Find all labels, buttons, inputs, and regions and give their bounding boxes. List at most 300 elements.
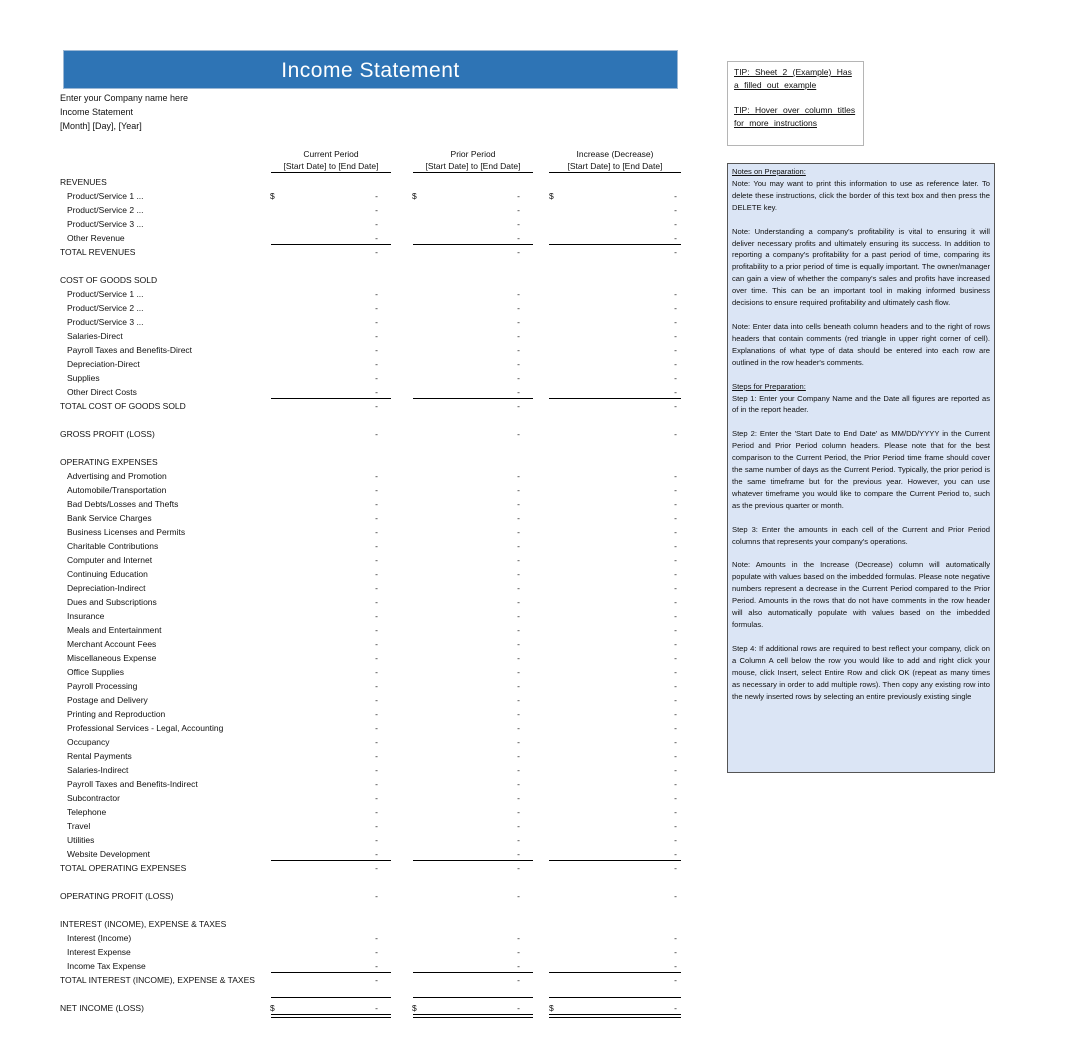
amount-cell[interactable]	[549, 512, 677, 524]
column-title: Increase (Decrease)	[576, 149, 654, 159]
amount-cell[interactable]	[270, 470, 378, 482]
amount-value: -	[375, 569, 378, 579]
amount-cell[interactable]	[549, 890, 677, 902]
amount-cell[interactable]	[549, 666, 677, 678]
amount-cell[interactable]	[549, 820, 677, 832]
amount-cell[interactable]	[270, 848, 378, 860]
tip-box	[727, 61, 864, 146]
amount-cell[interactable]	[412, 736, 520, 748]
amount-cell[interactable]	[270, 190, 378, 202]
amount-cell[interactable]	[270, 330, 378, 342]
line-item-label: Occupancy	[67, 737, 110, 747]
amount-cell[interactable]	[412, 302, 520, 314]
amount-value: -	[517, 191, 520, 201]
amount-cell[interactable]	[412, 946, 520, 958]
amount-value: -	[674, 387, 677, 397]
amount-value: -	[517, 1003, 520, 1013]
amount-cell[interactable]	[270, 344, 378, 356]
amount-cell[interactable]	[412, 232, 520, 244]
amount-cell[interactable]	[270, 750, 378, 762]
amount-value: -	[375, 807, 378, 817]
amount-value: -	[674, 401, 677, 411]
line-item-label: Product/Service 1 ...	[67, 191, 144, 201]
line-item-label: Other Direct Costs	[67, 387, 137, 397]
amount-cell[interactable]	[549, 778, 677, 790]
amount-cell[interactable]	[549, 246, 677, 258]
line-item-label: Professional Services - Legal, Accounting	[67, 723, 224, 733]
amount-cell[interactable]	[412, 246, 520, 258]
amount-cell[interactable]	[549, 764, 677, 776]
subtotal-rule	[271, 997, 391, 998]
amount-cell[interactable]	[412, 596, 520, 608]
amount-cell[interactable]	[270, 232, 378, 244]
subtotal-rule	[549, 860, 681, 861]
amount-cell[interactable]	[412, 288, 520, 300]
amount-value: -	[517, 891, 520, 901]
notes-on-preparation-box[interactable]	[727, 163, 995, 773]
amount-value: -	[517, 695, 520, 705]
amount-value: -	[674, 191, 677, 201]
amount-value: -	[517, 373, 520, 383]
amount-cell[interactable]	[412, 680, 520, 692]
amount-cell[interactable]	[270, 806, 378, 818]
amount-value: -	[375, 835, 378, 845]
amount-cell[interactable]	[270, 862, 378, 874]
line-item-label: Utilities	[67, 835, 95, 845]
amount-cell[interactable]	[270, 372, 378, 384]
amount-value: -	[375, 387, 378, 397]
operating-profit-label: OPERATING PROFIT (LOSS)	[60, 891, 174, 901]
amount-cell[interactable]	[412, 638, 520, 650]
amount-cell[interactable]	[270, 820, 378, 832]
amount-cell[interactable]	[270, 708, 378, 720]
section-total-label: TOTAL REVENUES	[60, 247, 136, 257]
amount-value: -	[375, 471, 378, 481]
line-item-label: Salaries-Direct	[67, 331, 123, 341]
amount-cell[interactable]	[412, 484, 520, 496]
amount-cell[interactable]	[549, 694, 677, 706]
section-title: REVENUES	[60, 177, 107, 187]
amount-cell[interactable]	[549, 596, 677, 608]
amount-value: -	[674, 513, 677, 523]
amount-cell[interactable]	[270, 246, 378, 258]
amount-cell[interactable]	[270, 680, 378, 692]
amount-cell[interactable]	[412, 470, 520, 482]
amount-value: -	[375, 779, 378, 789]
amount-value: -	[517, 359, 520, 369]
notes-paragraph: Step 4: If additional rows are required to best reflect your company, click on a Column A cell below the row you would like to add and right click your mouse, click Insert, select Entire Row and click OK (repeat as many times as necessary in order to add multiple rows). Then copy any existing row into the newly inserted rows by selecting an entire previously existing single	[732, 643, 990, 701]
amount-value: -	[375, 583, 378, 593]
amount-cell[interactable]	[270, 960, 378, 972]
amount-cell[interactable]	[412, 750, 520, 762]
subtotal-rule	[549, 997, 681, 998]
amount-value: -	[375, 625, 378, 635]
amount-cell[interactable]	[412, 1002, 520, 1014]
amount-value: -	[674, 205, 677, 215]
line-item-label: Insurance	[67, 611, 105, 621]
line-item-label: Product/Service 1 ...	[67, 289, 144, 299]
amount-value: -	[674, 975, 677, 985]
amount-value: -	[674, 541, 677, 551]
amount-cell[interactable]	[549, 232, 677, 244]
amount-value: -	[674, 737, 677, 747]
amount-cell[interactable]	[270, 764, 378, 776]
amount-cell[interactable]	[270, 610, 378, 622]
amount-value: -	[375, 751, 378, 761]
notes-paragraph: Note: Amounts in the Increase (Decrease) column will automatically populate with values based on the imbedded formulas. Please note negative numbers represent a decrease in the Current Period compared to the Prior Period. Amounts in the rows that do not have comments in the row header will also automatically populate with values based on the imbedded formulas.	[732, 560, 990, 629]
amount-cell[interactable]	[412, 778, 520, 790]
amount-cell[interactable]	[270, 624, 378, 636]
amount-cell[interactable]	[549, 932, 677, 944]
amount-cell[interactable]	[412, 652, 520, 664]
line-item-label: Product/Service 3 ...	[67, 219, 144, 229]
amount-cell[interactable]	[412, 372, 520, 384]
amount-cell[interactable]	[412, 204, 520, 216]
amount-value: -	[517, 961, 520, 971]
amount-cell[interactable]	[412, 960, 520, 972]
amount-cell[interactable]	[270, 540, 378, 552]
amount-value: -	[375, 765, 378, 775]
line-item-label: Salaries-Indirect	[67, 765, 129, 775]
amount-cell[interactable]	[549, 288, 677, 300]
amount-value: -	[517, 569, 520, 579]
subtotal-rule	[413, 244, 533, 245]
amount-cell[interactable]	[549, 960, 677, 972]
amount-cell[interactable]	[549, 554, 677, 566]
amount-cell[interactable]	[549, 1002, 677, 1014]
amount-value: -	[674, 317, 677, 327]
amount-value: -	[517, 611, 520, 621]
amount-cell[interactable]	[412, 862, 520, 874]
amount-value: -	[674, 303, 677, 313]
amount-cell[interactable]	[270, 792, 378, 804]
amount-cell[interactable]	[270, 932, 378, 944]
line-item-label: Travel	[67, 821, 91, 831]
amount-cell[interactable]	[270, 358, 378, 370]
amount-cell[interactable]	[270, 512, 378, 524]
amount-value: -	[674, 961, 677, 971]
amount-cell[interactable]	[270, 316, 378, 328]
line-item-label: Product/Service 2 ...	[67, 205, 144, 215]
column-header-increase[interactable]	[549, 148, 681, 173]
line-item-label: Dues and Subscriptions	[67, 597, 157, 607]
amount-value: -	[517, 541, 520, 551]
amount-cell[interactable]	[270, 288, 378, 300]
amount-cell[interactable]	[270, 526, 378, 538]
amount-value: -	[517, 779, 520, 789]
amount-cell[interactable]	[270, 568, 378, 580]
amount-cell[interactable]	[412, 512, 520, 524]
amount-value: -	[375, 639, 378, 649]
amount-cell[interactable]	[270, 400, 378, 412]
double-underline	[413, 1014, 533, 1018]
amount-cell[interactable]	[412, 792, 520, 804]
line-item-label: Depreciation-Indirect	[67, 583, 146, 593]
line-item-label: Product/Service 2 ...	[67, 303, 144, 313]
line-item-label: Computer and Internet	[67, 555, 153, 565]
amount-cell[interactable]	[549, 708, 677, 720]
amount-value: -	[375, 429, 378, 439]
line-item-label: Continuing Education	[67, 569, 148, 579]
amount-value: -	[674, 345, 677, 355]
amount-cell[interactable]	[270, 736, 378, 748]
column-title: Prior Period	[450, 149, 496, 159]
column-date-range[interactable]: [Start Date] to [End Date]	[271, 160, 391, 173]
amount-cell[interactable]	[270, 946, 378, 958]
amount-value: -	[517, 933, 520, 943]
amount-cell[interactable]	[270, 554, 378, 566]
amount-cell[interactable]	[549, 358, 677, 370]
amount-cell[interactable]	[270, 386, 378, 398]
amount-cell[interactable]	[412, 834, 520, 846]
amount-cell[interactable]	[549, 386, 677, 398]
amount-cell[interactable]	[412, 974, 520, 986]
amount-cell[interactable]	[270, 694, 378, 706]
amount-cell[interactable]	[412, 386, 520, 398]
amount-cell[interactable]	[549, 372, 677, 384]
amount-value: -	[375, 653, 378, 663]
amount-value: -	[517, 863, 520, 873]
amount-value: -	[375, 401, 378, 411]
double-underline	[549, 1014, 681, 1018]
amount-cell[interactable]	[270, 1002, 378, 1014]
amount-value: -	[674, 583, 677, 593]
amount-value: -	[517, 317, 520, 327]
amount-cell[interactable]	[549, 498, 677, 510]
amount-value: -	[375, 541, 378, 551]
amount-cell[interactable]	[412, 666, 520, 678]
amount-cell[interactable]	[412, 708, 520, 720]
amount-value: -	[674, 233, 677, 243]
amount-cell[interactable]	[549, 848, 677, 860]
amount-value: -	[674, 373, 677, 383]
amount-cell[interactable]	[412, 568, 520, 580]
amount-value: -	[375, 863, 378, 873]
amount-value: -	[674, 359, 677, 369]
subtotal-rule	[549, 244, 681, 245]
double-underline	[271, 1014, 391, 1018]
amount-cell[interactable]	[412, 190, 520, 202]
amount-cell[interactable]	[270, 638, 378, 650]
amount-cell[interactable]	[549, 736, 677, 748]
amount-value: -	[375, 709, 378, 719]
amount-value: -	[375, 961, 378, 971]
amount-cell[interactable]	[549, 806, 677, 818]
amount-cell[interactable]	[270, 890, 378, 902]
amount-cell[interactable]	[412, 806, 520, 818]
amount-value: -	[674, 527, 677, 537]
amount-cell[interactable]	[412, 526, 520, 538]
amount-cell[interactable]	[270, 666, 378, 678]
amount-value: -	[517, 653, 520, 663]
amount-cell[interactable]	[549, 862, 677, 874]
amount-cell[interactable]	[549, 638, 677, 650]
amount-cell[interactable]	[549, 316, 677, 328]
amount-value: -	[674, 821, 677, 831]
amount-value: -	[674, 555, 677, 565]
amount-cell[interactable]	[412, 428, 520, 440]
notes-paragraph: Step 3: Enter the amounts in each cell of the Current and Prior Period columns that represents your company's operations.	[732, 524, 990, 546]
amount-cell[interactable]	[270, 722, 378, 734]
line-item-label: Office Supplies	[67, 667, 125, 677]
amount-value: -	[375, 821, 378, 831]
tip-text: TIP: Hover over column titles for more instructions	[734, 105, 856, 128]
amount-value: -	[517, 331, 520, 341]
amount-cell[interactable]	[412, 848, 520, 860]
amount-cell[interactable]	[549, 470, 677, 482]
amount-cell[interactable]	[270, 596, 378, 608]
amount-cell[interactable]	[549, 610, 677, 622]
currency-symbol: $	[412, 1003, 417, 1013]
amount-value: -	[674, 289, 677, 299]
amount-cell[interactable]	[412, 722, 520, 734]
amount-cell[interactable]	[412, 358, 520, 370]
column-date-range[interactable]: [Start Date] to [End Date]	[549, 160, 681, 173]
amount-cell[interactable]	[270, 834, 378, 846]
amount-cell[interactable]	[270, 428, 378, 440]
line-item-label: Postage and Delivery	[67, 695, 148, 705]
net-income-label: NET INCOME (LOSS)	[60, 1003, 144, 1013]
amount-cell[interactable]	[412, 316, 520, 328]
amount-cell[interactable]	[549, 568, 677, 580]
notes-heading: Notes on Preparation:	[732, 167, 806, 176]
company-name-cell[interactable]: Enter your Company name here	[60, 93, 189, 103]
amount-value: -	[375, 933, 378, 943]
amount-value: -	[375, 303, 378, 313]
amount-cell[interactable]	[270, 484, 378, 496]
amount-cell[interactable]	[549, 652, 677, 664]
amount-value: -	[517, 205, 520, 215]
line-item-label: Payroll Processing	[67, 681, 138, 691]
amount-cell[interactable]	[412, 820, 520, 832]
column-header-prior[interactable]	[413, 148, 533, 173]
amount-cell[interactable]	[549, 750, 677, 762]
amount-cell[interactable]	[412, 554, 520, 566]
amount-cell[interactable]	[549, 526, 677, 538]
amount-value: -	[517, 807, 520, 817]
amount-cell[interactable]	[412, 540, 520, 552]
amount-value: -	[375, 527, 378, 537]
amount-cell[interactable]	[549, 400, 677, 412]
line-item-label: Miscellaneous Expense	[67, 653, 157, 663]
amount-cell[interactable]	[549, 204, 677, 216]
amount-value: -	[517, 513, 520, 523]
amount-cell[interactable]	[412, 694, 520, 706]
amount-cell[interactable]	[412, 400, 520, 412]
amount-cell[interactable]	[412, 624, 520, 636]
line-item-label: Payroll Taxes and Benefits-Indirect	[67, 779, 198, 789]
amount-value: -	[375, 205, 378, 215]
amount-value: -	[674, 835, 677, 845]
amount-cell[interactable]	[549, 302, 677, 314]
column-date-range[interactable]: [Start Date] to [End Date]	[413, 160, 533, 173]
amount-cell[interactable]	[270, 582, 378, 594]
amount-cell[interactable]	[549, 792, 677, 804]
amount-value: -	[375, 695, 378, 705]
amount-value: -	[375, 849, 378, 859]
amount-value: -	[375, 289, 378, 299]
amount-cell[interactable]	[549, 680, 677, 692]
amount-value: -	[375, 359, 378, 369]
statement-date-cell[interactable]: [Month] [Day], [Year]	[60, 121, 142, 131]
column-header-current[interactable]	[271, 148, 391, 173]
statement-name-cell[interactable]: Income Statement	[60, 107, 134, 117]
amount-value: -	[375, 191, 378, 201]
amount-cell[interactable]	[549, 624, 677, 636]
amount-cell[interactable]	[549, 330, 677, 342]
amount-value: -	[674, 709, 677, 719]
amount-value: -	[375, 793, 378, 803]
amount-cell[interactable]	[412, 764, 520, 776]
line-item-label: Telephone	[67, 807, 107, 817]
amount-cell[interactable]	[549, 218, 677, 230]
amount-cell[interactable]	[270, 204, 378, 216]
subtotal-rule	[413, 398, 533, 399]
amount-value: -	[517, 751, 520, 761]
amount-cell[interactable]	[270, 498, 378, 510]
amount-cell[interactable]	[412, 218, 520, 230]
notes-paragraph: Note: Enter data into cells beneath column headers and to the right of rows headers that contain comments (red triangle in upper right corner of cell). Explanations of what type of data should be entered into each row are outlined in the row header's comments.	[732, 321, 990, 367]
amount-cell[interactable]	[412, 610, 520, 622]
amount-value: -	[375, 681, 378, 691]
line-item-label: Printing and Reproduction	[67, 709, 166, 719]
amount-cell[interactable]	[412, 890, 520, 902]
amount-value: -	[674, 891, 677, 901]
amount-cell[interactable]	[549, 428, 677, 440]
subtotal-rule	[271, 972, 391, 973]
amount-cell[interactable]	[549, 946, 677, 958]
amount-cell[interactable]	[549, 484, 677, 496]
amount-cell[interactable]	[270, 778, 378, 790]
amount-cell[interactable]	[270, 652, 378, 664]
line-item-label: Other Revenue	[67, 233, 125, 243]
amount-cell[interactable]	[549, 190, 677, 202]
amount-value: -	[375, 499, 378, 509]
amount-cell[interactable]	[412, 344, 520, 356]
amount-cell[interactable]	[549, 540, 677, 552]
amount-cell[interactable]	[270, 218, 378, 230]
notes-paragraph: Note: Understanding a company's profitability is vital to ensuring it will deliver necessary profits and ultimately ensuring its success. In addition to reporting a company's profitability for a past period of time, comparing its profitability to a prior period of time is equally important. The owner/manager can gain a view of whether the company's sales and profits have increased over time. This can be an important tool in making informed business decisions to ensure required profitability and ultimately cash flow.	[732, 226, 990, 308]
amount-cell[interactable]	[549, 834, 677, 846]
amount-cell[interactable]	[412, 330, 520, 342]
amount-cell[interactable]	[549, 344, 677, 356]
amount-cell[interactable]	[549, 722, 677, 734]
line-item-label: Advertising and Promotion	[67, 471, 167, 481]
amount-value: -	[375, 667, 378, 677]
amount-value: -	[375, 723, 378, 733]
amount-value: -	[674, 485, 677, 495]
amount-cell[interactable]	[412, 582, 520, 594]
amount-cell[interactable]	[412, 932, 520, 944]
amount-cell[interactable]	[549, 974, 677, 986]
amount-value: -	[674, 751, 677, 761]
amount-value: -	[517, 555, 520, 565]
amount-cell[interactable]	[412, 498, 520, 510]
line-item-label: Meals and Entertainment	[67, 625, 162, 635]
amount-value: -	[517, 947, 520, 957]
page-banner-title: Income Statement	[63, 50, 678, 89]
subtotal-rule	[549, 972, 681, 973]
currency-symbol: $	[270, 1003, 275, 1013]
amount-cell[interactable]	[270, 974, 378, 986]
amount-value: -	[674, 569, 677, 579]
amount-cell[interactable]	[270, 302, 378, 314]
amount-value: -	[375, 331, 378, 341]
amount-value: -	[517, 527, 520, 537]
amount-value: -	[375, 345, 378, 355]
amount-value: -	[517, 681, 520, 691]
amount-cell[interactable]	[549, 582, 677, 594]
